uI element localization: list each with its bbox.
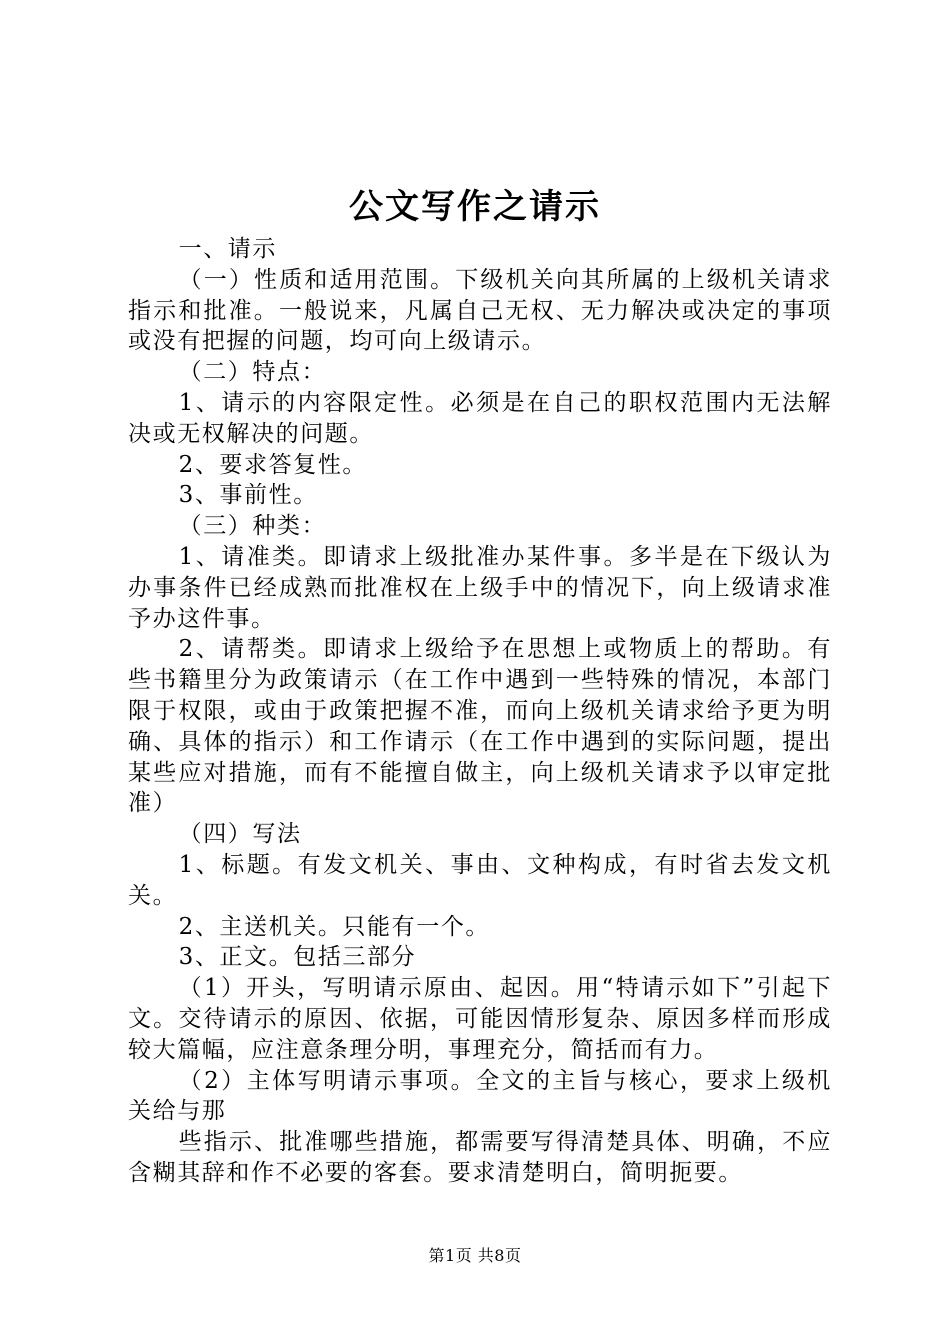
subsection-heading: （二）特点： bbox=[178, 359, 327, 386]
paragraph: 3、正文。包括三部分 bbox=[178, 944, 417, 971]
page-footer: 第1页 共8页 bbox=[428, 1246, 522, 1265]
paragraph: 2、要求答复性。 bbox=[178, 451, 368, 478]
paragraph: （1）开头，写明请示原由、起因。用“特请示如下”引起下文。交待请示的原因、依据，可能因情形复杂、原因多样而形成较大篇幅，应注意条理分明，事理充分，简括而有力。 bbox=[128, 975, 832, 1063]
paragraph: （一）性质和适用范围。下级机关向其所属的上级机关请求指示和批准。一般说来，凡属自己无权、无力解决或决定的事项或没有把握的问题，均可向上级请示。 bbox=[128, 266, 832, 355]
paragraph: 1、请示的内容限定性。必须是在自己的职权范围内无法解决或无权解决的问题。 bbox=[128, 389, 832, 447]
paragraph: 2、主送机关。只能有一个。 bbox=[178, 913, 491, 940]
paragraph: 1、标题。有发文机关、事由、文种构成，有时省去发文机关。 bbox=[128, 851, 832, 909]
paragraph: 3、事前性。 bbox=[178, 482, 318, 509]
paragraph: 2、请帮类。即请求上级给予在思想上或物质上的帮助。有些书籍里分为政策请示（在工作中遇到一些特殊的情况，本部门限于权限，或由于政策把握不准，而向上级机关请求给予更为明确、具体的指示）和工作请示（在工作中遇到的实际问题，提出某些应对措施，而有不能擅自做主，向上级机关请求予以审定批准） bbox=[128, 636, 832, 817]
document-body bbox=[128, 234, 832, 1189]
paragraph: 些指示、批准哪些措施，都需要写得清楚具体、明确，不应含糊其辞和作不必要的客套。要求清楚明白，简明扼要。 bbox=[128, 1129, 832, 1186]
subsection-heading: （四）写法 bbox=[178, 821, 302, 848]
paragraph: （2）主体写明请示事项。全文的主旨与核心，要求上级机关给与那 bbox=[128, 1067, 832, 1125]
section-heading: 一、请示 bbox=[178, 236, 277, 262]
document-title: 公文写作之请示 bbox=[349, 187, 601, 227]
paragraph: 1、请准类。即请求上级批准办某件事。多半是在下级认为办事条件已经成熟而批准权在上级手中的情况下，向上级请求准予办这件事。 bbox=[128, 543, 832, 632]
subsection-heading: （三）种类： bbox=[178, 513, 327, 540]
